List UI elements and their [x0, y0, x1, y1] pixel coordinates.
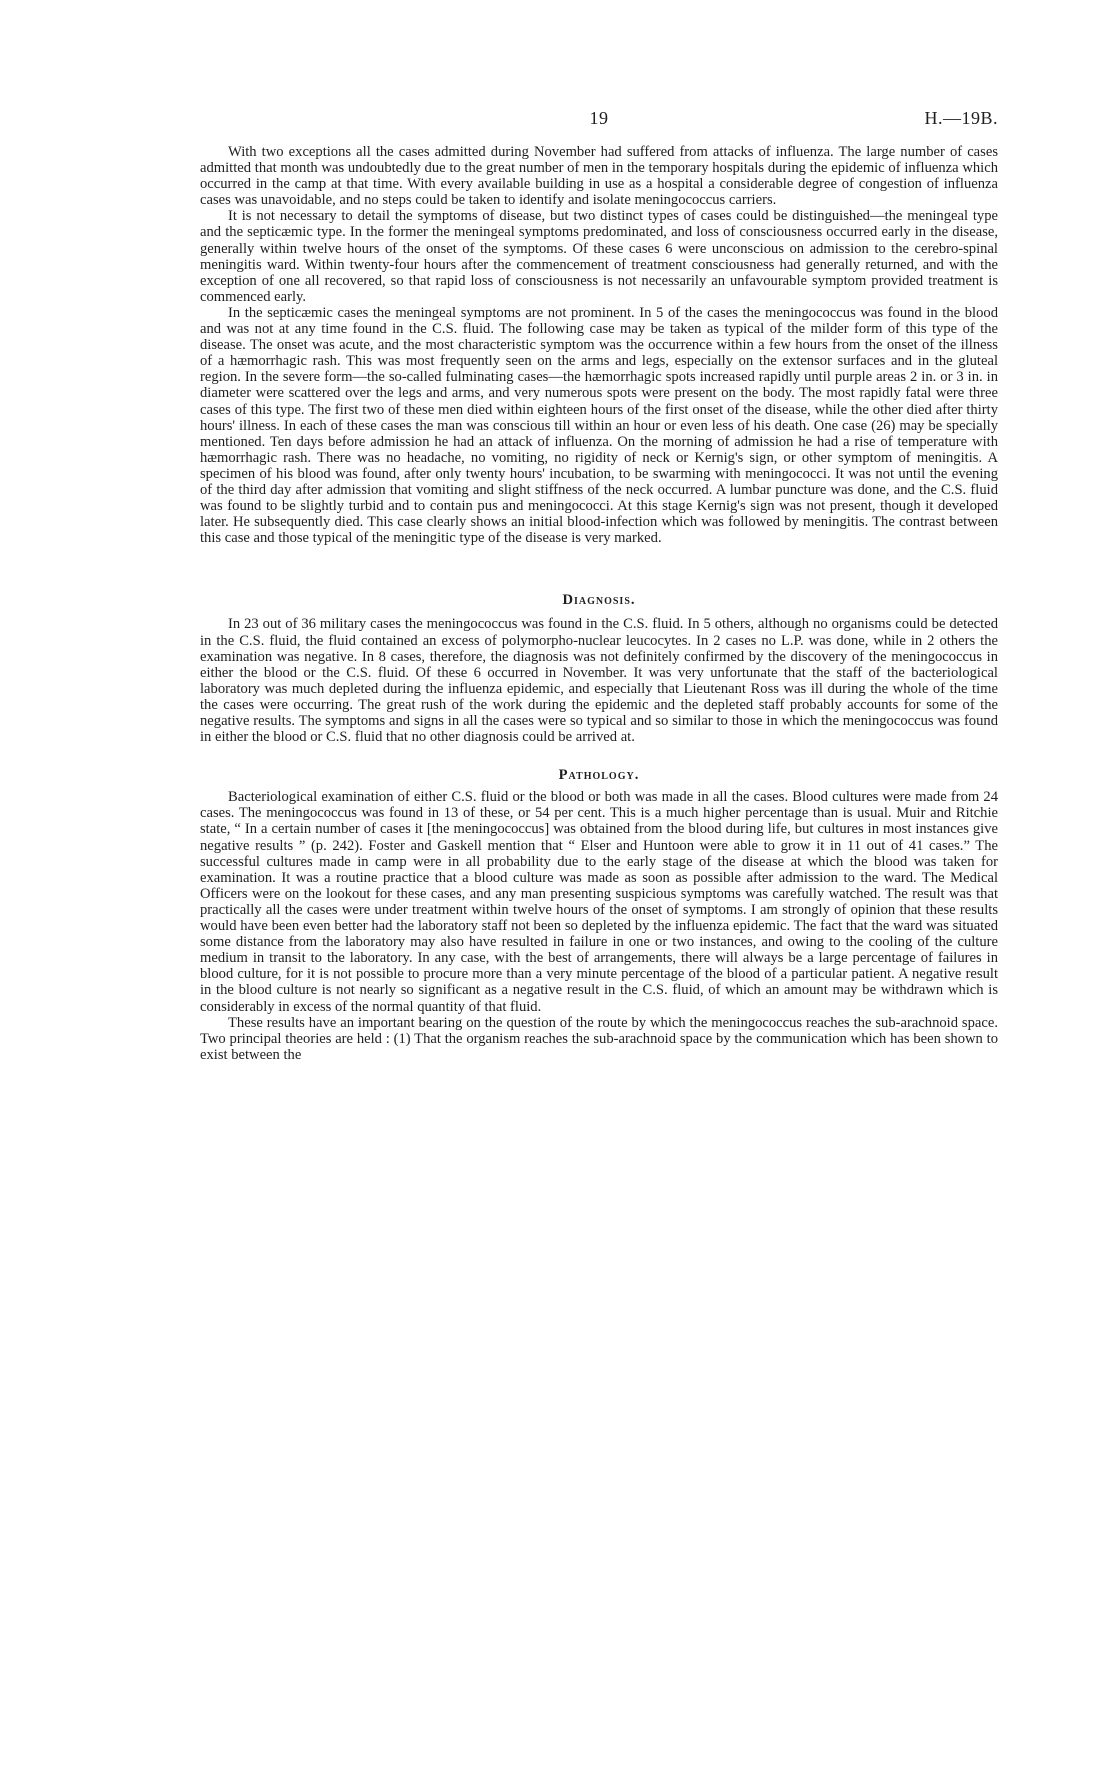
- page-header: [200, 108, 998, 134]
- paragraph-bacteriological-examination: Bacteriological examination of either C.S. fluid or the blood or both was made in all the cases. Blood cultures were made from 24 cases. The meningococcus was found in 13 of these, or 54 per cent. This is a much higher percentage than is usual. Muir and Ritchie state, “ In a certain number of cases it [the meningococcus] was obtained from the blood during life, but cultures in most instances give negative results ” (p. 242). Foster and Gaskell mention that “ Elser and Huntoon were able to grow it in 11 out of 41 cases.” The successful cultures made in camp were in all probability due to the early stage of the disease at which the blood was taken for examination. It was a routine practice that a blood culture was made as soon as possible after admission to the ward. The Medical Officers were on the lookout for these cases, and any man presenting suspicious symptoms was carefully watched. The result was that practically all the cases were under treatment within twelve hours of the onset of symptoms. I am strongly of opinion that these results would have been even better had the laboratory staff not been so depleted by the influenza epidemic. The fact that the ward was situated some distance from the laboratory may also have resulted in failure in one or two instances, and owing to the cooling of the culture medium in transit to the laboratory. In any case, with the best of arrangements, there will always be a large percentage of failures in blood culture, for it is not possible to procure more than a very minute percentage of the blood of a particular patient. A negative result in the blood culture is not nearly so significant as a negative result in the C.S. fluid, of which an amount may be withdrawn which is considerably in excess of the normal quantity of that fluid.: [200, 789, 998, 1015]
- body-text: [200, 144, 998, 1063]
- paragraph-influenza-cases: With two exceptions all the cases admitted during November had suffered from attacks of influenza. The large number of cases admitted that month was undoubtedly due to the great number of men in the temporary hospitals during the epidemic of influenza which occurred in the camp at that time. With every available building in use as a hospital a considerable degree of congestion of influenza cases was unavoidable, and no steps could be taken to identify and isolate meningococcus carriers.: [200, 144, 998, 209]
- page-number: 19: [589, 108, 609, 128]
- section-heading-pathology: Pathology.: [558, 767, 640, 784]
- paragraph-symptom-types: It is not necessary to detail the symptoms of disease, but two distinct types of cases could be distinguished—the meningeal type and the septicæmic type. In the former the meningeal symptoms predominated, and loss of consciousness occurred early in the disease, generally within twelve hours of the onset of the symptoms. Of these cases 6 were unconscious on admission to the cerebro-spinal meningitis ward. Within twenty-four hours after the commencement of treatment consciousness had generally returned, and with the exception of one all recovered, so that rapid loss of consciousness is not necessarily an unfavourable symptom provided treatment is commenced early.: [200, 208, 998, 305]
- section-heading-diagnosis: Diagnosis.: [562, 592, 636, 609]
- paragraph-route-theories: These results have an important bearing on the question of the route by which the meningococcus reaches the sub-arachnoid space. Two principal theories are held : (1) That the organism reaches the sub-arachnoid space by the communication which has been shown to exist between the: [200, 1014, 998, 1063]
- paragraph-septicaemic-cases: In the septicæmic cases the meningeal symptoms are not prominent. In 5 of the cases the meningococcus was found in the blood and was not at any time found in the C.S. fluid. The following case may be taken as typical of the milder form of this type of the disease. The onset was acute, and the most characteristic symptom was the occurrence within a few hours from the onset of the illness of a hæmorrhagic rash. This was most frequently seen on the arms and legs, especially on the extensor surfaces and in the gluteal region. In the severe form—the so-called fulminating cases—the hæmorrhagic spots increased rapidly until purple areas 2 in. or 3 in. in diameter were scattered over the legs and arms, and very numerous spots were present on the body. The most rapidly fatal were three cases of this type. The first two of these men died within eighteen hours of the first onset of the disease, while the other died after thirty hours' illness. In each of these cases the man was conscious till within an hour or even less of his death. One case (26) may be specially mentioned. Ten days before admission he had an attack of influenza. On the morning of admission he had a rise of temperature with hæmorrhagic rash. There was no headache, no vomiting, no rigidity of neck or Kernig's sign, or other symptom of meningitis. A specimen of his blood was found, after only twenty hours' incubation, to be swarming with meningococci. It was not until the evening of the third day after admission that vomiting and slight stiffness of the neck occurred. A lumbar puncture was done, and the C.S. fluid was found to be slightly turbid and to contain pus and meningococci. At this stage Kernig's sign was not present, though it developed later. He subsequently died. This case clearly shows an initial blood-infection which was followed by meningitis. The contrast between this case and those typical of the meningitic type of the disease is very marked.: [200, 304, 998, 547]
- paragraph-diagnosis: In 23 out of 36 military cases the meningococcus was found in the C.S. fluid. In 5 others, although no organisms could be detected in the C.S. fluid, the fluid contained an excess of polymorpho-nuclear leucocytes. In 2 cases no L.P. was done, while in 2 others the examination was negative. In 8 cases, therefore, the diagnosis was not definitely confirmed by the discovery of the meningococcus in either the blood or the C.S. fluid. Of these 6 occurred in November. It was very unfortunate that the staff of the bacteriological laboratory was much depleted during the influenza epidemic, and especially that Lieutenant Ross was ill during the whole of the time the cases were occurring. The great rush of the work during the epidemic and the depleted staff probably accounts for some of the negative results. The symptoms and signs in all the cases were so typical and so similar to those in which the meningococcus was found in either the blood or C.S. fluid that no other diagnosis could be arrived at.: [200, 616, 998, 746]
- document-reference: H.—19B.: [924, 108, 998, 128]
